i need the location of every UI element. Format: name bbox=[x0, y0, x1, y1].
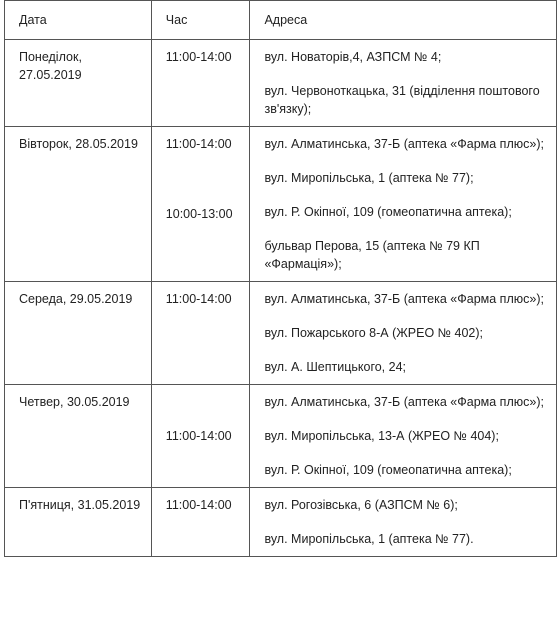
header-address bbox=[250, 1, 557, 40]
date-cell bbox=[5, 488, 152, 557]
header-time bbox=[151, 1, 250, 40]
address-text: вул. Алматинська, 37-Б (аптека «Фарма плюс»); bbox=[264, 292, 544, 306]
header-address-label: Адреса bbox=[264, 13, 308, 27]
address-cell bbox=[250, 282, 557, 385]
time-text: 10:00-13:00 bbox=[165, 207, 233, 221]
address-text: вул. Пожарського 8-А (ЖРЕО № 402); bbox=[264, 326, 484, 340]
date-cell bbox=[5, 385, 152, 488]
address-text: вул. Р. Окіпної, 109 (гомеопатична аптека); bbox=[264, 205, 512, 219]
address-cell bbox=[250, 385, 557, 488]
address-cell bbox=[250, 127, 557, 282]
address-text: вул. Алматинська, 37-Б (аптека «Фарма плюс»); bbox=[264, 137, 544, 151]
time-cell bbox=[151, 40, 250, 127]
address-cell bbox=[250, 488, 557, 557]
date-cell bbox=[5, 40, 152, 127]
table-row bbox=[5, 282, 557, 385]
time-cell bbox=[151, 488, 250, 557]
address-text: вул. Червоноткацька, 31 (відділення поштового зв'язку); bbox=[264, 84, 540, 116]
time-text: 11:00-14:00 bbox=[165, 137, 232, 151]
table-row bbox=[5, 488, 557, 557]
address-text: вул. Миропільська, 1 (аптека № 77); bbox=[264, 171, 474, 185]
address-text: вул. Р. Окіпної, 109 (гомеопатична аптека); bbox=[264, 463, 512, 477]
table-row bbox=[5, 385, 557, 488]
time-cell bbox=[151, 282, 250, 385]
time-cell bbox=[151, 385, 250, 488]
address-text: вул. Миропільська, 13-А (ЖРЕО № 404); bbox=[264, 429, 499, 443]
date-text: Понеділок, 27.05.2019 bbox=[19, 50, 82, 82]
header-time-label: Час bbox=[165, 13, 188, 27]
time-text: 11:00-14:00 bbox=[165, 50, 232, 64]
time-text: 11:00-14:00 bbox=[165, 498, 232, 512]
date-text: Вівторок, 28.05.2019 bbox=[19, 137, 138, 151]
header-date bbox=[5, 1, 152, 40]
date-cell bbox=[5, 282, 152, 385]
address-text: вул. Новаторів,4, АЗПСМ № 4; bbox=[264, 50, 442, 64]
schedule-table bbox=[4, 0, 557, 557]
address-text: бульвар Перова, 15 (аптека № 79 КП «Фармація»); bbox=[264, 239, 480, 271]
address-text: вул. Миропільська, 1 (аптека № 77). bbox=[264, 532, 474, 546]
table-row bbox=[5, 127, 557, 282]
date-text: Середа, 29.05.2019 bbox=[19, 292, 133, 306]
date-text: Четвер, 30.05.2019 bbox=[19, 395, 130, 409]
date-text: П'ятниця, 31.05.2019 bbox=[19, 498, 141, 512]
time-text: 11:00-14:00 bbox=[165, 292, 232, 306]
time-cell bbox=[151, 127, 250, 282]
address-text: вул. Алматинська, 37-Б (аптека «Фарма плюс»); bbox=[264, 395, 544, 409]
header-date-label: Дата bbox=[19, 13, 47, 27]
time-text: 11:00-14:00 bbox=[165, 429, 232, 443]
address-text: вул. Рогозівська, 6 (АЗПСМ № 6); bbox=[264, 498, 458, 512]
address-text: вул. А. Шептицького, 24; bbox=[264, 360, 407, 374]
address-cell bbox=[250, 40, 557, 127]
table-row bbox=[5, 40, 557, 127]
table-header-row bbox=[5, 1, 557, 40]
date-cell bbox=[5, 127, 152, 282]
